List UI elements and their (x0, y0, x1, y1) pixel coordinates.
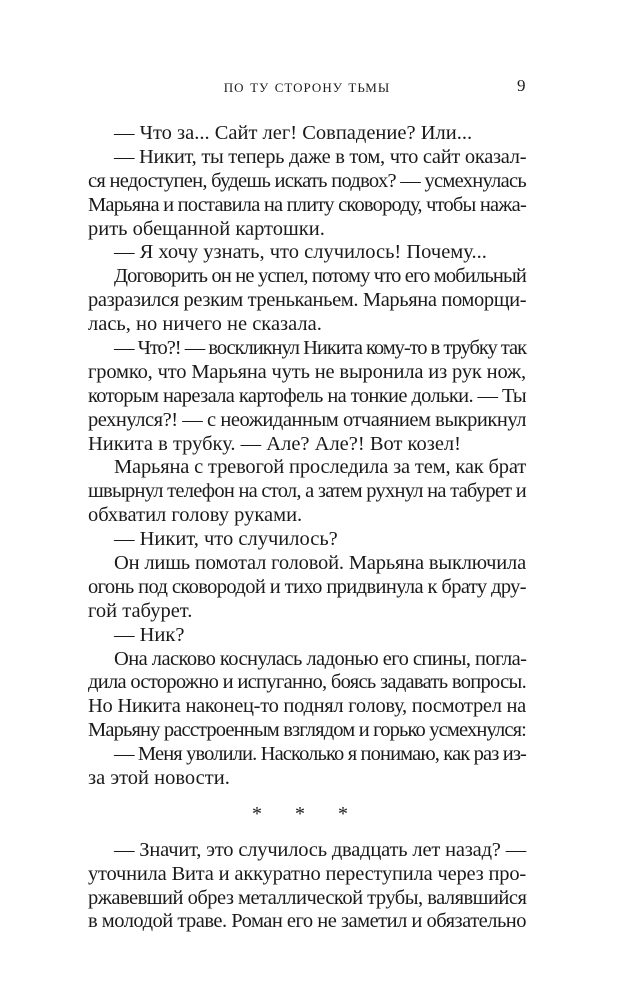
text-line: Но Никита наконец-то поднял голову, посмотрел на (88, 695, 526, 718)
text-line: громко, что Марьяна чуть не выронила из рук нож, (88, 360, 526, 383)
text-block-2 (88, 839, 526, 935)
text-line: Марьяна с тревогой проследила за тем, как брат (114, 456, 526, 479)
text-line: ржавевший обрез металлической трубы, валявшийся (88, 886, 527, 909)
text-line: дила осторожно и испуганно, боясь задавать вопросы. (88, 671, 526, 694)
page-number: 9 (517, 76, 526, 95)
text-line: — Меня уволили. Насколько я понимаю, как раз из- (114, 743, 526, 766)
text-line: швырнул телефон на стол, а затем рухнул на табурет и (88, 480, 526, 503)
text-line: Марьяну расстроенным взглядом и горько усмехнулся: (88, 719, 526, 742)
text-line: уточнила Вита и аккуратно переступила через про- (88, 862, 526, 885)
text-line: ся недоступен, будешь искать подвох? — усмехнулась (88, 169, 527, 192)
text-line: — Ник? (114, 623, 185, 646)
text-block-1 (88, 122, 526, 791)
text-line: огонь под сковородой и тихо придвинула к брату дру- (88, 575, 526, 598)
text-line: рехнулся?! — с неожиданным отчаянием выкрикнул (88, 408, 526, 431)
text-line: гой табурет. (88, 599, 193, 622)
text-line: в молодой траве. Роман его не заметил и обязательно (88, 910, 526, 933)
text-line: лась, но ничего не сказала. (88, 313, 322, 336)
text-line: Он лишь помотал головой. Марьяна выключила (114, 552, 526, 575)
text-line: Договорить он не успел, потому что его мобильный (114, 265, 526, 288)
text-line: рить обещанной картошки. (88, 217, 325, 240)
text-line: — Значит, это случилось двадцать лет назад? — (114, 838, 526, 861)
text-line: — Я хочу узнать, что случилось! Почему... (114, 241, 487, 264)
text-line: — Никит, ты теперь даже в том, что сайт оказал- (114, 145, 527, 168)
text-line: Никита в трубку. — Але? Але?! Вот козел! (88, 432, 461, 455)
running-header (88, 76, 526, 98)
text-line: разразился резким треньканьем. Марьяна поморщи- (88, 289, 527, 312)
text-line: — Что за... Сайт лег! Совпадение? Или... (114, 122, 473, 144)
text-line: — Никит, что случилось? (114, 528, 338, 551)
text-line: которым нарезала картофель на тонкие дольки. — Ты (88, 384, 526, 407)
section-separator: * * * (252, 802, 362, 825)
text-line: Марьяна и поставила на плиту сковороду, чтобы нажа- (88, 193, 526, 216)
text-line: — Что?! — воскликнул Никита кому-то в трубку так (114, 337, 526, 360)
text-line: за этой новости. (88, 767, 230, 790)
body-text (88, 122, 526, 934)
text-line: обхватил голову руками. (88, 504, 303, 527)
running-title: по ту сторону тьмы (223, 76, 391, 96)
text-line: Она ласково коснулась ладонью его спины, погла- (114, 647, 527, 670)
